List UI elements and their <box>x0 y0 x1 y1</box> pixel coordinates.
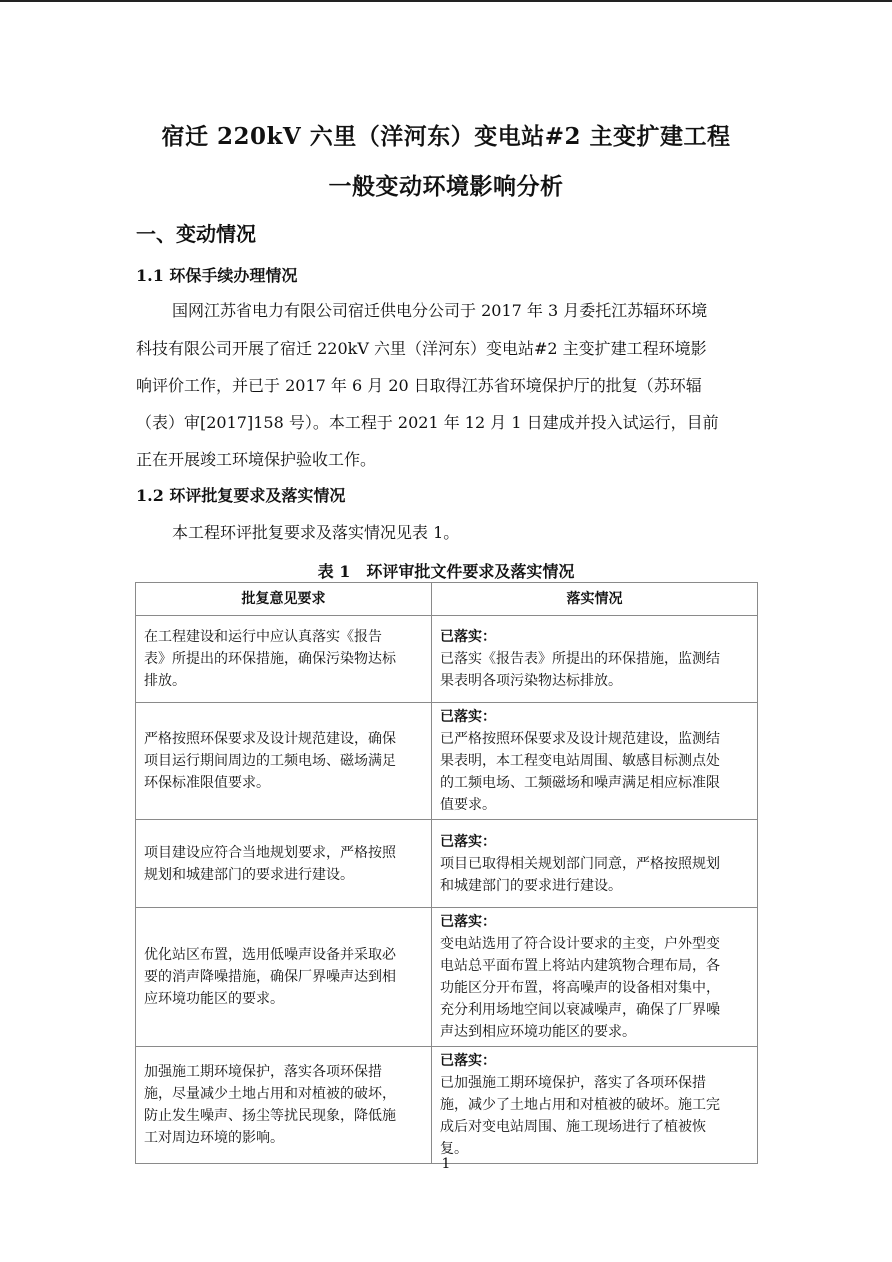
cell-line: 复。 <box>440 1141 468 1157</box>
cell-line: 防止发生噪声、扬尘等扰民现象，降低施 <box>144 1108 396 1124</box>
cell-line: 变电站选用了符合设计要求的主变，户外型变 <box>440 936 720 952</box>
cell-line: 要的消声降噪措施，确保厂界噪声达到相 <box>144 969 396 985</box>
cell-line: 施，尽量减少土地占用和对植被的破坏， <box>144 1086 396 1102</box>
status-label: 已落实： <box>440 914 496 930</box>
cell-line: 的工频电场、工频磁场和噪声满足相应标准限 <box>440 775 720 791</box>
subsection-heading-1-1: 1.1 环保手续办理情况 <box>136 266 298 285</box>
paragraph-line: 国网江苏省电力有限公司宿迁供电分公司于 2017 年 3 月委托江苏辐环环境 <box>172 301 708 320</box>
cell-line: 加强施工期环境保护，落实各项环保措 <box>144 1064 382 1080</box>
requirement-cell <box>136 1047 432 1164</box>
cell-line: 环保标准限值要求。 <box>144 775 270 791</box>
cell-line: 果表明各项污染物达标排放。 <box>440 673 622 689</box>
cell-line: 功能区分开布置，将高噪声的设备相对集中， <box>440 980 720 996</box>
cell-line: 充分利用场地空间以衰减噪声，确保了厂界噪 <box>440 1002 720 1018</box>
cell-line: 成后对变电站周围、施工现场进行了植被恢 <box>440 1119 706 1135</box>
implementation-cell <box>432 616 758 703</box>
table-header-row <box>136 583 758 616</box>
page-number: 1 <box>441 1156 451 1172</box>
status-label: 已落实： <box>440 833 496 850</box>
requirement-cell <box>136 908 432 1047</box>
cell-line: 规划和城建部门的要求进行建设。 <box>144 866 354 883</box>
status-label: 已落实： <box>440 1053 496 1069</box>
cell-line: 已严格按照环保要求及设计规范建设，监测结 <box>440 731 720 747</box>
requirement-cell <box>136 820 432 908</box>
implementation-cell <box>432 820 758 908</box>
paragraph-line: 响评价工作，并已于 2017 年 6 月 20 日取得江苏省环境保护厅的批复（苏环辐 <box>136 376 702 395</box>
header-requirement: 批复意见要求 <box>136 583 432 616</box>
paragraph-line: 本工程环评批复要求及落实情况见表 1。 <box>172 523 460 542</box>
document-title-line1: 宿迁 220kV 六里（洋河东）变电站#2 主变扩建工程 <box>161 123 731 150</box>
paragraph-line: 正在开展竣工环境保护验收工作。 <box>136 450 377 469</box>
cell-line: 优化站区布置，选用低噪声设备并采取必 <box>144 947 396 963</box>
table-row <box>136 908 758 1047</box>
paragraph-line: （表）审[2017]158 号）。本工程于 2021 年 12 月 1 日建成并投入试运行，目前 <box>136 413 719 432</box>
cell-line: 电站总平面布置上将站内建筑物合理布局，各 <box>440 958 720 974</box>
table-row <box>136 1047 758 1164</box>
cell-line: 排放。 <box>144 673 186 689</box>
document-title-line2: 一般变动环境影响分析 <box>328 173 564 200</box>
cell-line: 项目已取得相关规划部门同意，严格按照规划 <box>440 855 720 872</box>
table-row <box>136 820 758 908</box>
cell-line: 应环境功能区的要求。 <box>144 991 284 1007</box>
requirement-cell <box>136 616 432 703</box>
table-caption: 表 1 环评审批文件要求及落实情况 <box>317 562 575 581</box>
cell-line: 已加强施工期环境保护，落实了各项环保措 <box>440 1075 706 1091</box>
cell-line: 工对周边环境的影响。 <box>144 1130 284 1146</box>
implementation-cell <box>432 908 758 1047</box>
implementation-cell <box>432 1047 758 1164</box>
header-implementation: 落实情况 <box>432 583 758 616</box>
cell-line: 严格按照环保要求及设计规范建设，确保 <box>144 731 396 747</box>
status-label: 已落实： <box>440 629 496 645</box>
cell-line: 项目运行期间周边的工频电场、磁场满足 <box>144 753 396 769</box>
cell-line: 果表明，本工程变电站周围、敏感目标测点处 <box>440 753 720 769</box>
table-row <box>136 616 758 703</box>
cell-line: 在工程建设和运行中应认真落实《报告 <box>144 629 382 645</box>
cell-line: 值要求。 <box>440 797 496 813</box>
cell-line: 表》所提出的环保措施，确保污染物达标 <box>144 651 396 667</box>
cell-line: 声达到相应环境功能区的要求。 <box>440 1024 636 1040</box>
approval-table <box>135 582 758 1164</box>
cell-line: 施，减少了土地占用和对植被的破坏。施工完 <box>440 1097 720 1113</box>
implementation-cell <box>432 703 758 820</box>
top-border-line <box>0 0 892 2</box>
paragraph-line: 科技有限公司开展了宿迁 220kV 六里（洋河东）变电站#2 主变扩建工程环境影 <box>136 339 707 358</box>
requirement-cell <box>136 703 432 820</box>
cell-line: 和城建部门的要求进行建设。 <box>440 877 622 894</box>
cell-line: 项目建设应符合当地规划要求，严格按照 <box>144 844 396 861</box>
status-label: 已落实： <box>440 709 496 725</box>
table-row <box>136 703 758 820</box>
cell-line: 已落实《报告表》所提出的环保措施，监测结 <box>440 651 720 667</box>
subsection-heading-1-2: 1.2 环评批复要求及落实情况 <box>136 486 346 505</box>
section-heading: 一、变动情况 <box>136 222 256 246</box>
